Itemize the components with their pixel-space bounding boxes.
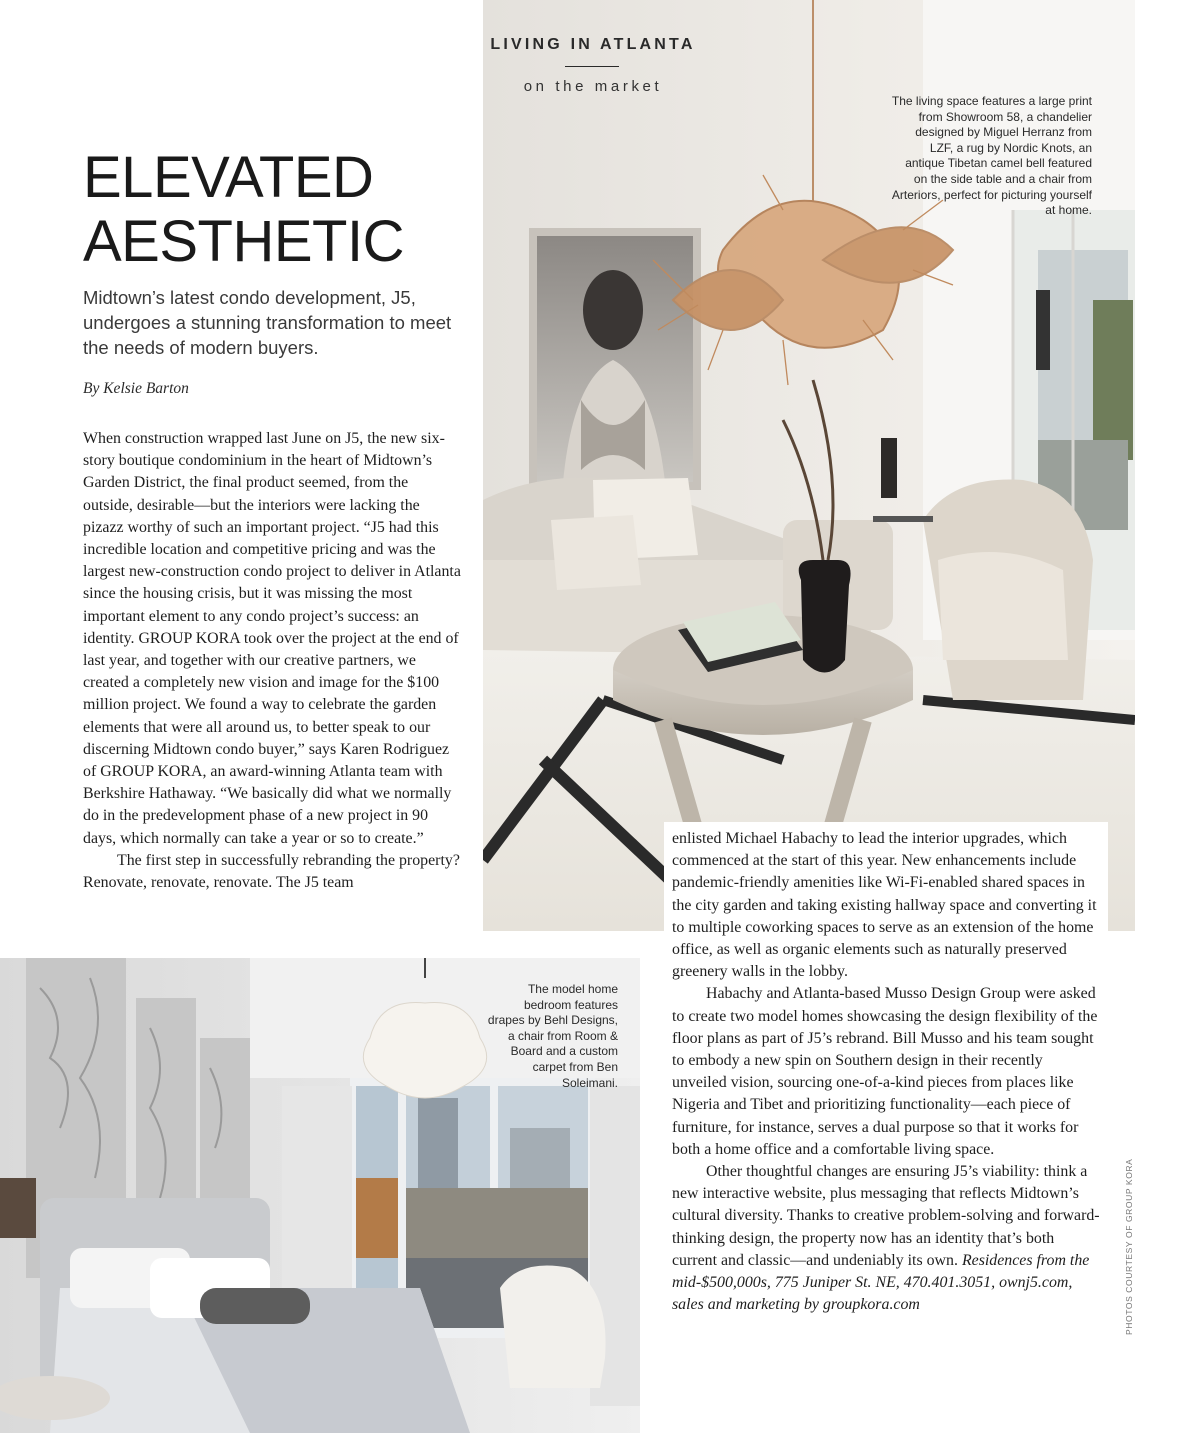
body-paragraph: The first step in successfully rebranding the property? Renovate, renovate, renovate. The J5 team xyxy=(83,851,460,892)
byline: By Kelsie Barton xyxy=(83,380,189,397)
body-paragraph: When construction wrapped last June on J5, the new six-story boutique condominium in the heart of Midtown’s Garden District, the final product seemed, from the outside, desirable—but the interiors were lacking the pizazz worthy of such an important project. “J5 had this incredible location and competitive pricing and was the largest new-construction condo project to deliver in Atlanta since the housing crisis, but it was missing the most important element to any condo project’s success: an identity. GROUP KORA took over the project at the end of last year, and together with our creative partners, we created a completely new vision and image for the $100 million project. We found a way to celebrate the garden elements that were all around us, to better speak to our discerning Midtown condo buyer,” says Karen Rodriguez of GROUP KORA, an award-winning Atlanta team with Berkshire Hathaway. “We basically did what we normally do in the predevelopment phase of a new project in 90 days, which normally can take a year or so to create.” xyxy=(83,430,461,847)
body-column-right xyxy=(672,828,1100,1316)
body-paragraph xyxy=(672,1161,1100,1316)
property-info: Residences from the mid-$500,000s, 775 Juniper St. NE, 470.401.3051, ownj5.com, sales and marketing by groupkora.com xyxy=(672,1251,1090,1314)
photo-credit: PHOTOS COURTESY OF GROUP KORA xyxy=(1124,1158,1134,1335)
body-column-left xyxy=(83,428,461,894)
section-title: LIVING IN ATLANTA xyxy=(490,36,696,53)
section-divider xyxy=(565,66,619,67)
section-subtitle: on the market xyxy=(523,78,663,95)
headline xyxy=(83,146,473,274)
article-dek: Midtown’s latest condo development, J5, undergoes a stunning transformation to meet the needs of modern buyers. xyxy=(83,287,452,358)
body-paragraph-text: Other thoughtful changes are ensuring J5’s viability: think a new interactive website, plus messaging that reflects Midtown’s cultural diversity. Thanks to creative problem-solving and forward-thinking design, the property now has an identity that’s both current and classic—and undeniably its own. xyxy=(672,1163,1100,1269)
headline-line-1: ELEVATED xyxy=(83,145,374,210)
bedroom-caption: The model home bedroom features drapes by Behl Designs, a chair from Room & Board and a custom carpet from Ben Soleimani. xyxy=(487,982,618,1090)
body-paragraph: enlisted Michael Habachy to lead the interior upgrades, which commenced at the start of this year. New enhancements include pandemic-friendly amenities like Wi-Fi-enabled shared spaces in the city garden and taking existing hallway space and converting it to multiple coworking spaces to serve as an extension of the home office, as well as organic elements such as naturally preserved greenery walls in the lobby. xyxy=(672,830,1097,981)
body-paragraph: Habachy and Atlanta-based Musso Design Group were asked to create two model homes showcasing the design flexibility of the floor plans as part of J5’s rebrand. Bill Musso and his team sought to embody a new spin on Southern design in their recently unveiled vision, sourcing one-of-a-kind pieces from places like Nigeria and Tibet and prioritizing functionality—each piece of furniture, for instance, serves a dual purpose so that it works for both a home office and a comfortable living space. xyxy=(672,985,1098,1158)
headline-line-2: AESTHETIC xyxy=(83,209,404,274)
living-room-caption: The living space features a large print from Showroom 58, a chandelier designed by Miguel Herranz from LZF, a rug by Nordic Knots, an antique Tibetan camel bell featured on the side table and a chair from Arteriors, perfect for picturing yourself at home. xyxy=(891,94,1092,218)
